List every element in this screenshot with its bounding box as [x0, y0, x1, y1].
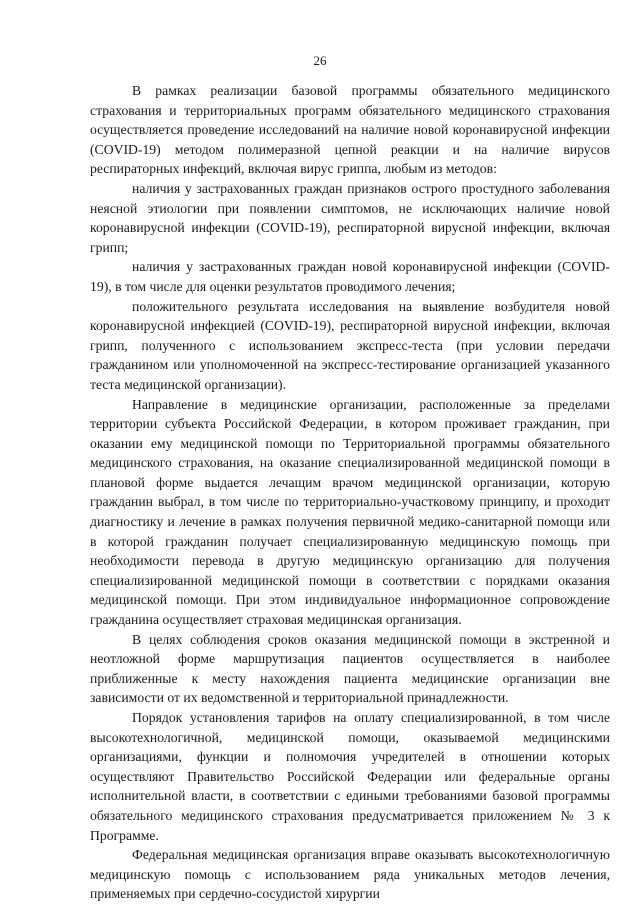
paragraph-pcr-testing: В рамках реализации базовой программы обязательного медицинского страхования и территориальных программ обязательного медицинского страхования осуществляется проведение исследований на наличие новой коронавирусной инфекции (COVID-19) методом полимеразной цепной реакции и на наличие вирусов респираторных инфекций, включая вирус гриппа, любым из методов:	[90, 83, 610, 177]
paragraph-covid-condition: наличия у застрахованных граждан новой коронавирусной инфекции (COVID-19), в том числе для оценки результатов проводимого лечения;	[90, 259, 610, 294]
paragraph-express-test-condition: положительного результата исследования на выявление возбудителя новой коронавирусной инфекцией (COVID-19), респираторной вирусной инфекции, включая грипп, полученного с использованием экспресс-теста (при условии передачи гражданином или уполномоченной на экспресс-тестирование организацией указанного теста медицинской организации).	[90, 298, 610, 392]
paragraph-tariff-procedure: Порядок установления тарифов на оплату специализированной, в том числе высокотехнологичной, медицинской помощи, оказываемой медицинскими организациями, функции и полномочия учредителей в отношении которых осуществляют Правительство Российской Федерации или федеральные органы исполнительной власти, в соответствии с едиными требованиями базовой программы обязательного медицинского страхования предусматривается приложением № 3 к Программе.	[90, 710, 610, 843]
page-number: 26	[313, 53, 327, 68]
document-body	[90, 81, 610, 904]
paragraph-referral-other-region: Направление в медицинские организации, расположенные за пределами территории субъекта Российской Федерации, в котором проживает гражданин, при оказании ему медицинской помощи по Территориальной программы обязательного медицинского страхования, на оказание специализированной медицинской помощи в плановой форме выдается лечащим врачом медицинской организации, которую гражданин выбрал, в том числе по территориально-участковому принципу, и проходит диагностику и лечение в рамках получения первичной медико-санитарной помощи или в которой гражданин получает специализированную медицинскую помощь при необходимости перевода в другую медицинскую организацию для получения специализированной медицинской помощи в соответствии с порядками оказания медицинской помощи. При этом индивидуальное информационное сопровождение гражданина осуществляет страховая медицинская организация.	[90, 396, 610, 628]
paragraph-federal-organization: Федеральная медицинская организация вправе оказывать высокотехнологичную медицинскую помощь с использованием ряда уникальных методов лечения, применяемых при сердечно-сосудистой хирургии	[90, 847, 610, 902]
paragraph-emergency-routing: В целях соблюдения сроков оказания медицинской помощи в экстренной и неотложной форме маршрутизация пациентов осуществляется в наиболее приближенные к месту нахождения пациента медицинские организации вне зависимости от их ведомственной и территориальной принадлежности.	[90, 631, 610, 706]
paragraph-symptoms-condition: наличия у застрахованных граждан признаков острого простудного заболевания неясной этиологии при появлении симптомов, не исключающих наличие новой коронавирусной инфекции (COVID-19), респираторной вирусной инфекции, включая грипп;	[90, 180, 610, 255]
